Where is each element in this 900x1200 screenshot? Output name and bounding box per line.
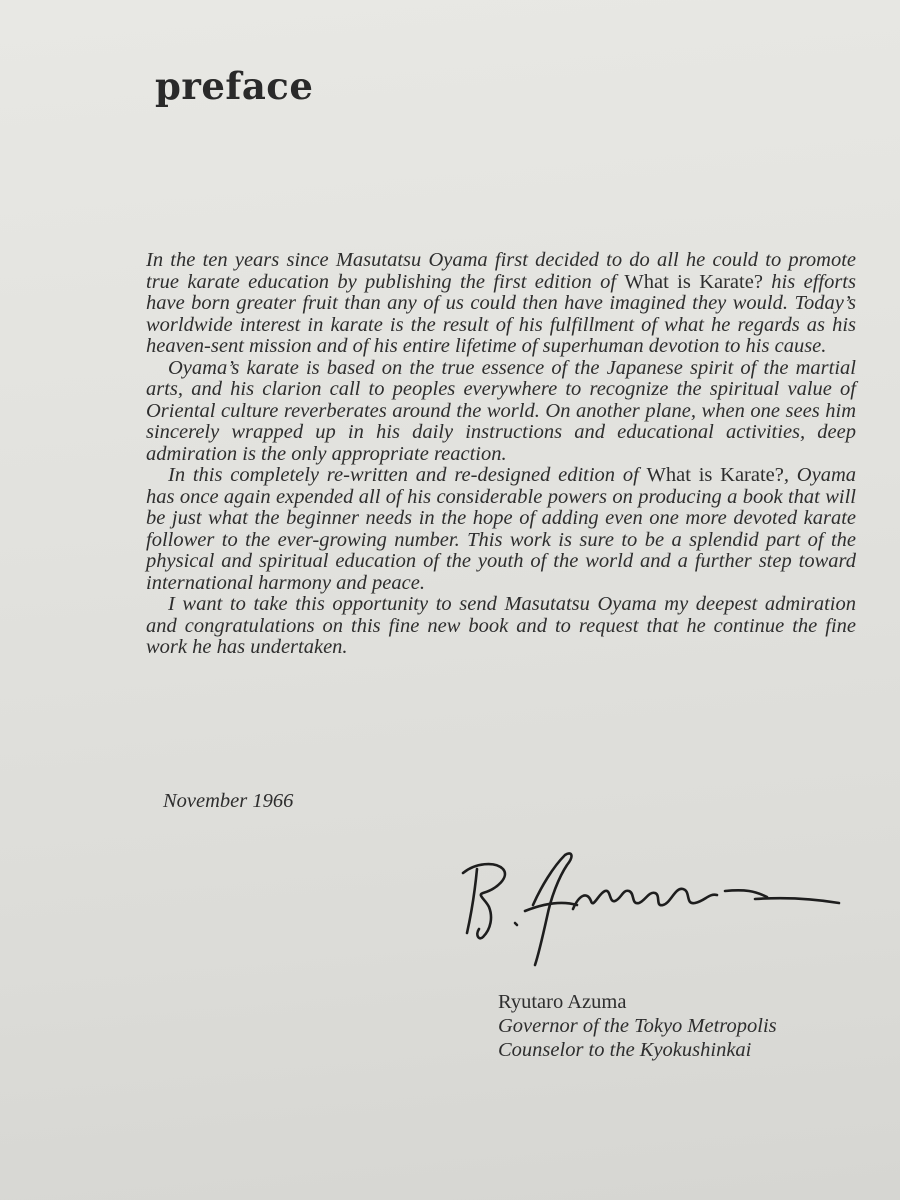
paragraph-3-text-end: , Oyama has once again expended all of his considerable powers on producing a book that will be just what the beginner needs in the hope of adding even one more devoted karate follower to the ever-growing number. This work is sure to be a splendid part of the physical and spiritual education of the youth of the world and a further step toward international harmony and peace. (146, 464, 856, 594)
book-title-mention: What is Karate? (646, 464, 784, 486)
book-title-mention: What is Karate? (624, 270, 763, 293)
handwritten-signature (455, 845, 845, 975)
paragraph-3 (146, 465, 856, 594)
signature-block (498, 990, 777, 1062)
signer-title-counselor: Counselor to the Kyokushinkai (498, 1039, 752, 1061)
paragraph-4-text: I want to take this opportunity to send Masutatsu Oyama my deepest admiration and congratulations on this fine new book and to request that he continue the fine work he has undertaken. (146, 593, 856, 658)
preface-date: November 1966 (163, 790, 294, 812)
page-heading: preface (155, 64, 314, 108)
paragraph-1-text-end: his efforts have born greater fruit than any of us could then have imagined they would. Today’s worldwide interest in karate is the result of his fulfillment of what he regards as his heaven-sent mission and of his entire lifetime of superhuman devotion to his cause. (146, 270, 856, 357)
paragraph-4 (146, 594, 856, 659)
paragraph-2-text: Oyama’s karate is based on the true essence of the Japanese spirit of the martial arts, and his clarion call to peoples everywhere to recognize the spiritual value of Oriental culture reverberates around the world. On another plane, when one sees him sincerely wrapped up in his daily instructions and educational activities, deep admiration is the only appropriate reaction. (146, 356, 856, 465)
paragraph-3-text-start: In this completely re-written and re-designed edition of (168, 464, 647, 486)
paragraph-1 (146, 250, 856, 358)
paragraph-2 (146, 358, 856, 466)
preface-body (146, 250, 856, 659)
signer-title-governor: Governor of the Tokyo Metropolis (498, 1015, 777, 1037)
paragraph-1-text-start: In the ten years since Masutatsu Oyama first decided to do all he could to promote true karate education by publishing the first edition of (146, 249, 856, 293)
signer-name: Ryutaro Azuma (498, 991, 627, 1013)
